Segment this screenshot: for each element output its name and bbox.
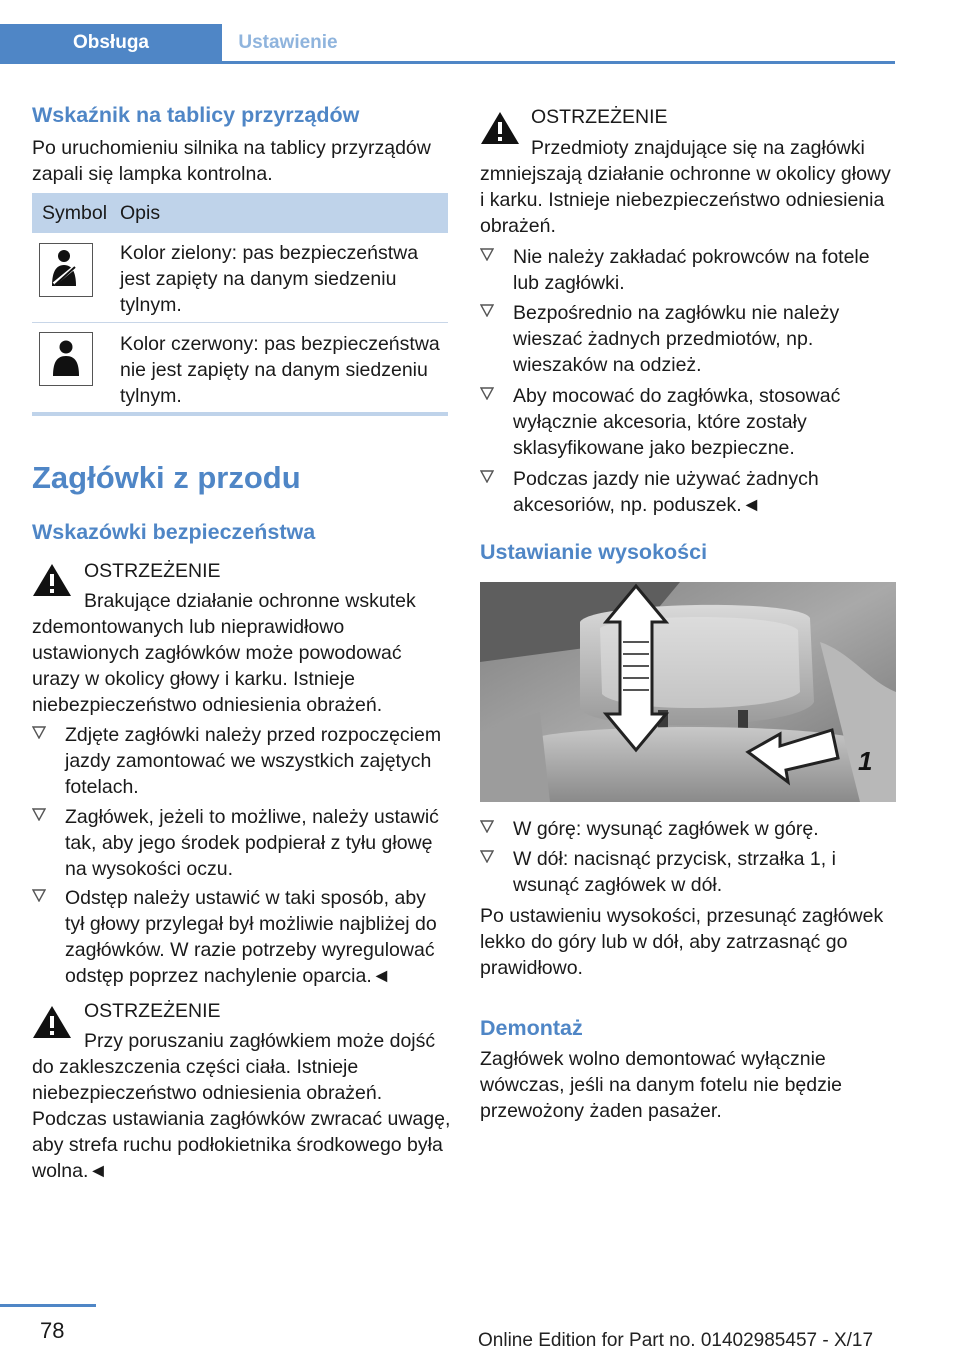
table-bottom-rule <box>32 412 448 416</box>
edition-text: Online Edition for Part no. 01402985457 - X/17 <box>478 1330 874 1351</box>
header-divider <box>0 61 895 64</box>
table-header-symbol: Symbol <box>42 202 108 224</box>
triangle-bullet-icon <box>32 807 46 821</box>
triangle-bullet-icon <box>480 819 494 833</box>
footer-edition <box>478 1330 873 1352</box>
warning-1-text: Brakujące działanie ochronne wskutek zdemontowanych lub nieprawidłowo ustawionych zagłówków może powodować urazy w okolicy głowy i karku. Istnieje niebezpieczeństwo odniesienia obrażeń. <box>32 590 416 716</box>
header-tabs <box>0 24 895 61</box>
indicator-text: Po uruchomieniu silnika na tablicy przyrządów zapali się lampka kontrolna. <box>32 137 431 185</box>
warning-3-text: Przedmioty znajdujące się na zagłówki zmniejszają działanie ochronne w okolicy głowy i karku. Istnieje niebezpieczeństwo odniesienia obrażeń. <box>480 137 891 237</box>
triangle-bullet-icon <box>480 247 494 261</box>
height-text: Po ustawieniu wysokości, przesunąć zagłówek lekko do góry lub w dół, aby zatrzasnąć go prawidłowo. <box>480 905 884 979</box>
triangle-bullet-icon <box>32 888 46 902</box>
triangle-bullet-icon <box>480 303 494 317</box>
seatbelt-fastened-icon <box>39 243 93 297</box>
table-header-description: Opis <box>120 202 161 224</box>
triangle-bullet-icon <box>32 725 46 739</box>
warning-2-text: Przy poruszaniu zagłówkiem może dojść do zakleszczenia części ciała. Istnieje niebezpieczeństwo odniesienia obrażeń. Podczas ustawiania zagłówków zwracać uwagę, aby strefa ruchu podłokietnika środkowego była wolna.◄ <box>32 1030 451 1182</box>
removal-text: Zagłówek wolno demontować wyłącznie wówczas, jeśli na danym fotelu nie będzie przewożony żaden pasażer. <box>480 1048 843 1122</box>
seat-occupant-icon <box>39 332 93 386</box>
tab-obsluga[interactable]: Obsługa <box>0 24 222 61</box>
table-header <box>32 193 448 233</box>
triangle-bullet-icon <box>480 469 494 483</box>
photo-callout-1: 1 <box>858 746 873 776</box>
footer-divider <box>0 1304 96 1307</box>
warning-2-label: OSTRZEŻENIE <box>84 1000 221 1022</box>
section-title: Zagłówki z przodu <box>32 460 301 495</box>
table-row-1-text: Kolor zielony: pas bezpieczeństwa jest zapięty na danym siedzeniu tylnym. <box>120 242 419 316</box>
removal-heading: Demontaż <box>480 1016 583 1040</box>
indicator-heading: Wskaźnik na tablicy przyrządów <box>32 103 360 127</box>
warning-3-label: OSTRZEŻENIE <box>531 106 668 128</box>
triangle-bullet-icon <box>480 849 494 863</box>
tab-ustawienie[interactable]: Ustawienie <box>222 24 354 61</box>
table-row-divider <box>32 322 448 323</box>
page-number: 78 <box>40 1318 65 1343</box>
warning-1-label: OSTRZEŻENIE <box>84 560 221 582</box>
table-row-2-text: Kolor czerwony: pas bezpieczeństwa nie jest zapięty na danym siedzeniu tylnym. <box>120 333 440 407</box>
height-heading: Ustawianie wysokości <box>480 540 708 564</box>
safety-heading: Wskazówki bezpieczeństwa <box>32 520 316 544</box>
triangle-bullet-icon <box>480 386 494 400</box>
headrest-photo <box>480 582 896 802</box>
